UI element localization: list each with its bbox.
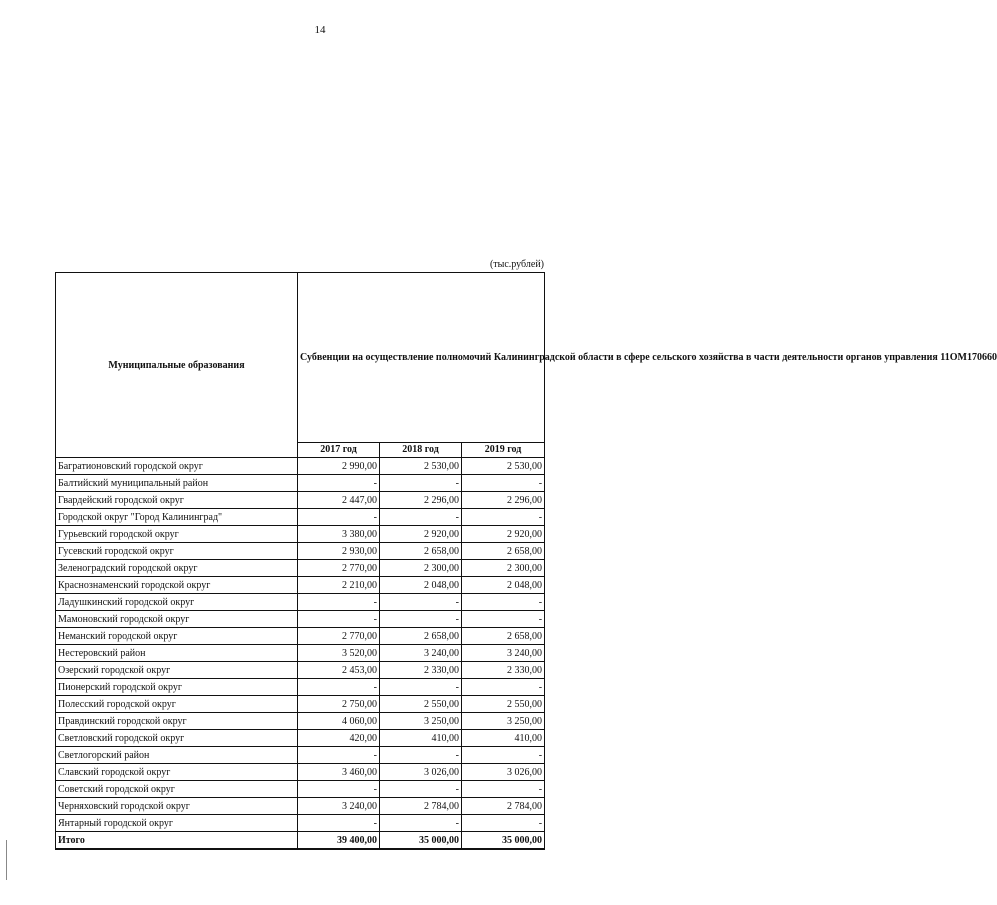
page-number: 14: [314, 24, 326, 36]
subvention-value: -: [298, 594, 380, 611]
subvention-value: 410,00: [380, 730, 462, 747]
total-value: 35 000,00: [462, 832, 545, 850]
table-row: [56, 543, 545, 560]
subvention-value: -: [380, 509, 462, 526]
table-row: [56, 747, 545, 764]
subvention-value: 2 930,00: [298, 543, 380, 560]
subvention-value: -: [298, 747, 380, 764]
subvention-value: -: [380, 781, 462, 798]
subvention-value: 2 300,00: [462, 560, 545, 577]
table-row: [56, 509, 545, 526]
table-row: [56, 730, 545, 747]
subvention-value: -: [298, 679, 380, 696]
year-header: 2017 год: [298, 443, 380, 458]
year-header: 2018 год: [380, 443, 462, 458]
subvention-value: 2 770,00: [298, 628, 380, 645]
table-row: [56, 798, 545, 815]
municipality-name: Светлогорский район: [56, 747, 298, 764]
subvention-value: -: [462, 509, 545, 526]
subvention-value: -: [462, 679, 545, 696]
subvention-value: 3 026,00: [380, 764, 462, 781]
municipality-name: Светловский городской округ: [56, 730, 298, 747]
table-row: [56, 696, 545, 713]
municipality-name: Пионерский городской округ: [56, 679, 298, 696]
subvention-value: 3 240,00: [298, 798, 380, 815]
subvention-header: Субвенции на осуществление полномочий Калининградской области в сфере сельского хозяйства в части деятельности органов управления 11ОМ170660: [298, 273, 545, 443]
scan-margin-mark: [6, 840, 7, 880]
municipality-name: Городской округ "Город Калининград": [56, 509, 298, 526]
units-label: (тыс.рублей): [489, 259, 544, 270]
municipality-name: Багратионовский городской округ: [56, 458, 298, 475]
subvention-value: -: [380, 611, 462, 628]
subvention-value: 4 060,00: [298, 713, 380, 730]
subvention-value: -: [462, 475, 545, 492]
municipality-name: Краснознаменский городской округ: [56, 577, 298, 594]
year-header: 2019 год: [462, 443, 545, 458]
table-row: [56, 577, 545, 594]
total-value: 39 400,00: [298, 832, 380, 850]
subvention-value: 2 784,00: [462, 798, 545, 815]
table-row: [56, 764, 545, 781]
subvention-value: -: [462, 594, 545, 611]
subvention-value: 2 330,00: [380, 662, 462, 679]
subvention-value: 2 550,00: [380, 696, 462, 713]
subvention-value: 2 750,00: [298, 696, 380, 713]
table-row: [56, 679, 545, 696]
subvention-value: 3 240,00: [380, 645, 462, 662]
municipality-name: Гусевский городской округ: [56, 543, 298, 560]
table-row: [56, 611, 545, 628]
subvention-value: 2 658,00: [462, 543, 545, 560]
subvention-value: -: [462, 747, 545, 764]
table-row: [56, 815, 545, 832]
municipality-name: Славский городской округ: [56, 764, 298, 781]
table-body: [56, 458, 545, 850]
subvention-value: 2 300,00: [380, 560, 462, 577]
municipality-name: Янтарный городской округ: [56, 815, 298, 832]
table-row: [56, 781, 545, 798]
municipality-name: Полесский городской округ: [56, 696, 298, 713]
subvention-value: 2 048,00: [462, 577, 545, 594]
subvention-value: 2 550,00: [462, 696, 545, 713]
subvention-value: -: [380, 475, 462, 492]
subvention-table: [55, 272, 997, 850]
subvention-value: 2 453,00: [298, 662, 380, 679]
total-row: [56, 832, 545, 850]
subvention-value: 2 920,00: [462, 526, 545, 543]
subvention-value: 2 658,00: [462, 628, 545, 645]
municipality-name: Неманский городской округ: [56, 628, 298, 645]
subvention-value: -: [380, 747, 462, 764]
table-row: [56, 560, 545, 577]
subvention-value: 2 296,00: [462, 492, 545, 509]
subvention-value: -: [380, 679, 462, 696]
subvention-value: -: [462, 781, 545, 798]
subvention-value: -: [380, 594, 462, 611]
subvention-value: -: [298, 815, 380, 832]
table-row: [56, 458, 545, 475]
subvention-value: 2 530,00: [462, 458, 545, 475]
table-row: [56, 713, 545, 730]
total-label: Итого: [56, 832, 298, 850]
subvention-value: 2 296,00: [380, 492, 462, 509]
municipality-name: Мамоновский городской округ: [56, 611, 298, 628]
municipality-name: Ладушкинский городской округ: [56, 594, 298, 611]
subvention-value: 2 784,00: [380, 798, 462, 815]
subvention-value: 2 658,00: [380, 543, 462, 560]
subvention-value: 3 026,00: [462, 764, 545, 781]
subvention-value: 2 048,00: [380, 577, 462, 594]
municipality-name: Черняховский городской округ: [56, 798, 298, 815]
municipality-name: Балтийский муниципальный район: [56, 475, 298, 492]
municipality-name: Нестеровский район: [56, 645, 298, 662]
municipality-name: Правдинский городской округ: [56, 713, 298, 730]
subvention-value: 2 447,00: [298, 492, 380, 509]
subvention-value: 3 380,00: [298, 526, 380, 543]
subvention-value: 410,00: [462, 730, 545, 747]
total-value: 35 000,00: [380, 832, 462, 850]
municipality-name: Зеленоградский городской округ: [56, 560, 298, 577]
subvention-value: 2 990,00: [298, 458, 380, 475]
municipality-name: Гвардейский городской округ: [56, 492, 298, 509]
table-row: [56, 475, 545, 492]
table-row: [56, 594, 545, 611]
subvention-value: 2 530,00: [380, 458, 462, 475]
subvention-value: -: [462, 815, 545, 832]
table-row: [56, 662, 545, 679]
subvention-value: -: [380, 815, 462, 832]
municipality-name: Гурьевский городской округ: [56, 526, 298, 543]
table-row: [56, 492, 545, 509]
subvention-value: 3 460,00: [298, 764, 380, 781]
table-row: [56, 645, 545, 662]
subvention-value: 3 250,00: [380, 713, 462, 730]
subvention-value: -: [298, 611, 380, 628]
subvention-value: -: [462, 611, 545, 628]
subvention-value: 3 240,00: [462, 645, 545, 662]
subvention-value: 3 250,00: [462, 713, 545, 730]
subvention-value: -: [298, 475, 380, 492]
subvention-value: 2 920,00: [380, 526, 462, 543]
subvention-value: -: [298, 509, 380, 526]
subvention-value: 3 520,00: [298, 645, 380, 662]
subvention-value: 2 770,00: [298, 560, 380, 577]
table-row: [56, 526, 545, 543]
municipality-name: Советский городской округ: [56, 781, 298, 798]
subvention-value: 2 210,00: [298, 577, 380, 594]
subvention-value: 2 330,00: [462, 662, 545, 679]
municipality-header: Муниципальные образования: [56, 273, 298, 458]
subvention-value: 2 658,00: [380, 628, 462, 645]
subvention-value: -: [298, 781, 380, 798]
table-row: [56, 628, 545, 645]
municipality-name: Озерский городской округ: [56, 662, 298, 679]
subvention-value: 420,00: [298, 730, 380, 747]
